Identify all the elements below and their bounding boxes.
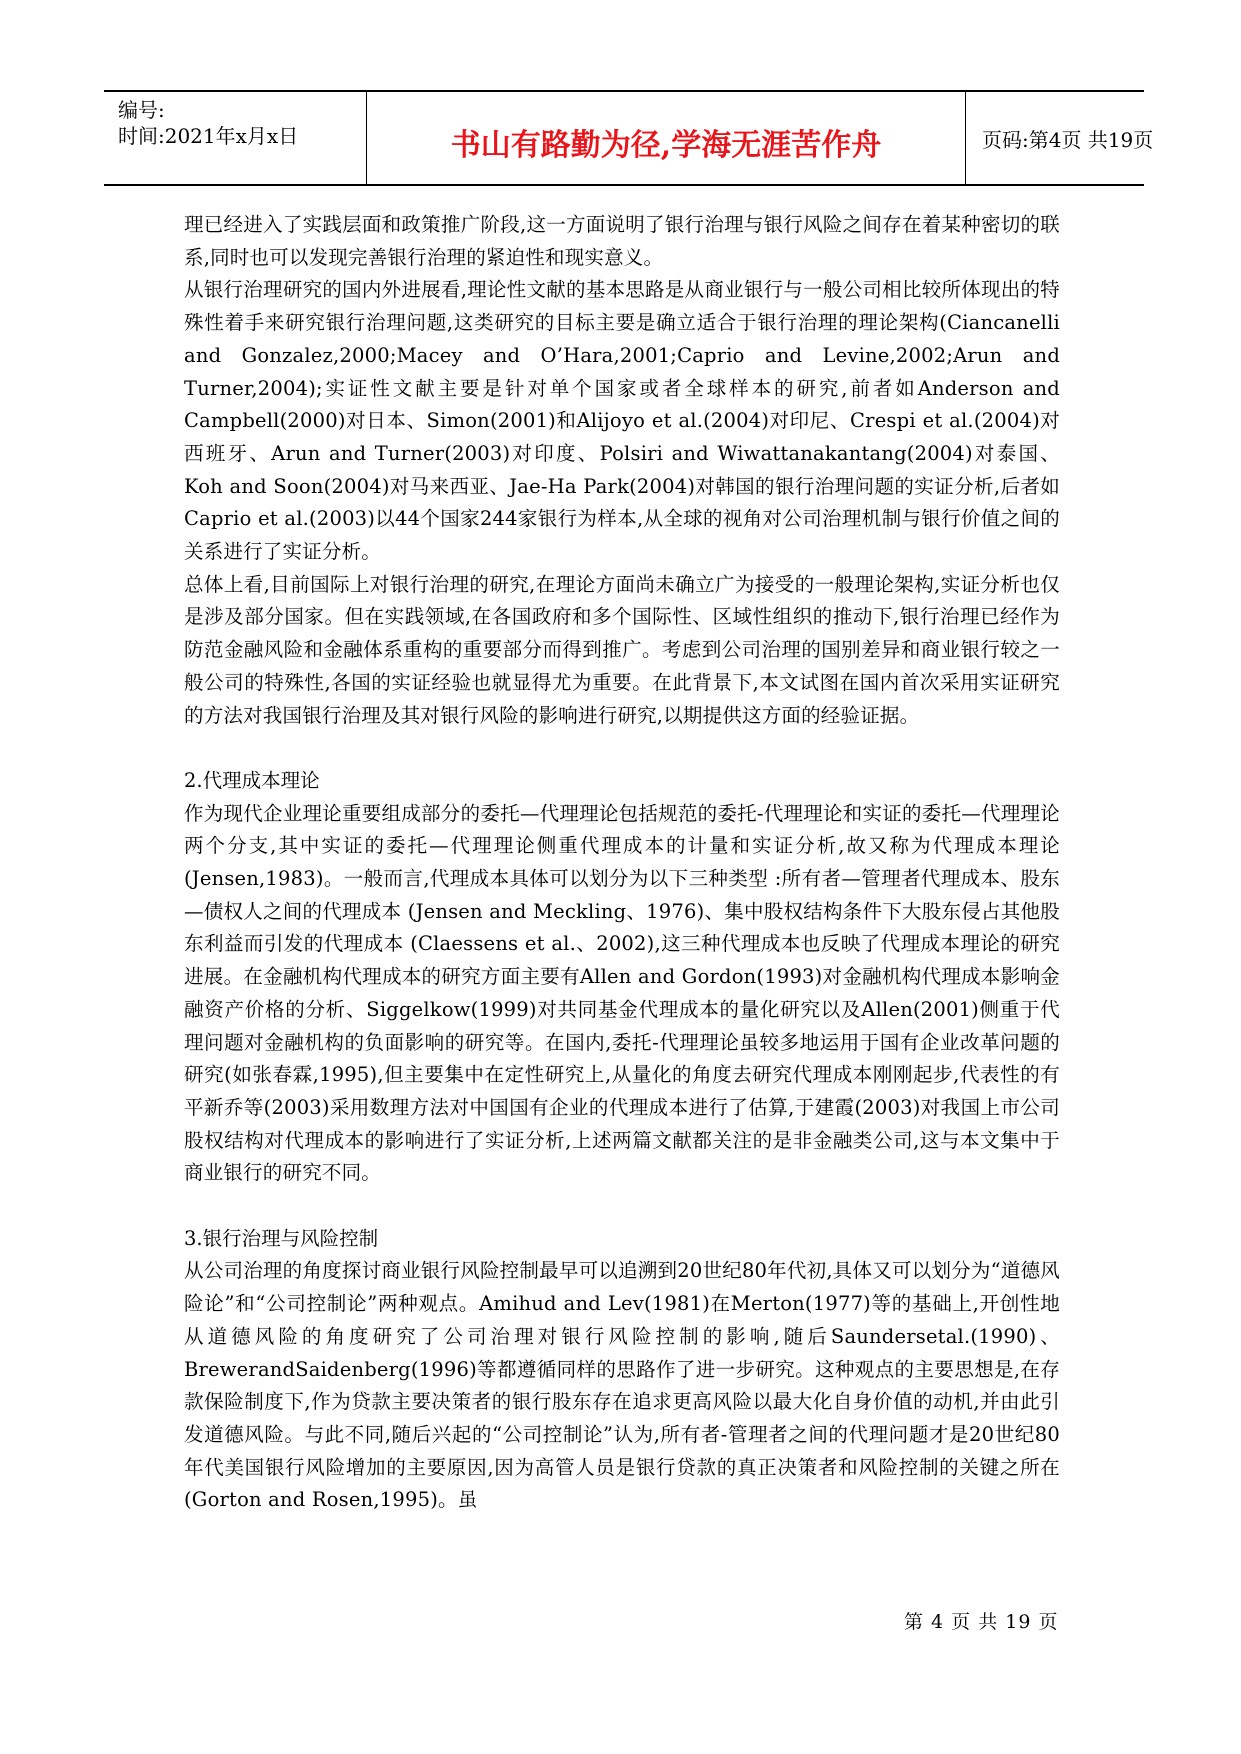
section-gap <box>184 1190 1060 1223</box>
header-motto-cell <box>367 92 966 184</box>
page-footer: 第 4 页 共 19 页 <box>904 1611 1059 1633</box>
section-heading-2: 2.代理成本理论 <box>184 768 320 792</box>
motto-text: 书山有路勤为径,学海无涯苦作舟 <box>450 128 882 163</box>
date-label: 时间:2021年x月x日 <box>118 124 299 148</box>
header-page-cell <box>966 92 1154 184</box>
header-info-cell <box>104 92 367 184</box>
page-code: 页码:第4页 共19页 <box>982 128 1154 152</box>
paragraph-3: 总体上看,目前国际上对银行治理的研究,在理论方面尚未确立广为接受的一般理论架构,实证分析也仅是涉及部分国家。但在实践领域,在各国政府和多个国际性、区域性组织的推动下,银行治理已经作为防范金融风险和金融体系重构的重要部分而得到推广。考虑到公司治理的国别差异和商业银行较之一般公司的特殊性,各国的实证经验也就显得尤为重要。在此背景下,本文试图在国内首次采用实证研究的方法对我国银行治理及其对银行风险的影响进行研究,以期提供这方面的经验证据。 <box>184 572 1060 727</box>
paragraph-4: 作为现代企业理论重要组成部分的委托—代理理论包括规范的委托-代理理论和实证的委托—代理理论两个分支,其中实证的委托—代理理论侧重代理成本的计量和实证分析,故又称为代理成本理论(Jensen,1983)。一般而言,代理成本具体可以划分为以下三种类型 :所有者—管理者代理成本、股东—债权人之间的代理成本 (Jensen and Meckling、1976)、集中股权结构条件下大股东侵占其他股东利益而引发的代理成本 (Claessens et al.、2002),这三种代理成本也反映了代理成本理论的研究进展。在金融机构代理成本的研究方面主要有Allen and Gordon(1993)对金融机构代理成本影响金融资产价格的分析、Siggelkow(1999)对共同基金代理成本的量化研究以及Allen(2001)侧重于代理问题对金融机构的负面影响的研究等。在国内,委托-代理理论虽较多地运用于国有企业改革问题的研究(如张春霖,1995),但主要集中在定性研究上,从量化的角度去研究代理成本刚刚起步,代表性的有平新乔等(2003)采用数理方法对中国国有企业的代理成本进行了估算,于建霞(2003)对我国上市公司股权结构对代理成本的影响进行了实证分析,上述两篇文献都关注的是非金融类公司,这与本文集中于商业银行的研究不同。 <box>184 801 1060 1185</box>
paragraph-5: 从公司治理的角度探讨商业银行风险控制最早可以追溯到20世纪80年代初,具体又可以划分为“道德风险论”和“公司控制论”两种观点。Amihud and Lev(1981)在Merton(1977)等的基础上,开创性地从道德风险的角度研究了公司治理对银行风险控制的影响,随后Saundersetal.(1990)、BrewerandSaidenberg(1996)等都遵循同样的思路作了进一步研究。这种观点的主要思想是,在存款保险制度下,作为贷款主要决策者的银行股东存在追求更高风险以最大化自身价值的动机,并由此引发道德风险。与此不同,随后兴起的“公司控制论”认为,所有者-管理者之间的代理问题才是20世纪80年代美国银行风险增加的主要原因,因为高管人员是银行贷款的真正决策者和风险控制的关键之所在(Gorton and Rosen,1995)。虽 <box>184 1259 1060 1512</box>
number-label: 编号: <box>118 98 165 122</box>
section-gap <box>184 732 1060 765</box>
page-header <box>104 90 1154 186</box>
section-heading-3: 3.银行治理与风险控制 <box>184 1226 379 1250</box>
document-body <box>184 209 1060 1517</box>
paragraph-2: 从银行治理研究的国内外进展看,理论性文献的基本思路是从商业银行与一般公司相比较所体现出的特殊性着手来研究银行治理问题,这类研究的目标主要是确立适合于银行治理的理论架构(Ciancanelli and Gonzalez,2000;Macey and O’Hara,2001;Caprio and Levine,2002;Arun and Turner,2004);实证性文献主要是针对单个国家或者全球样本的研究,前者如Anderson and Campbell(2000)对日本、Simon(2001)和Alijoyo et al.(2004)对印尼、Crespi et al.(2004)对西班牙、Arun and Turner(2003)对印度、Polsiri and Wiwattanakantang(2004)对泰国、Koh and Soon(2004)对马来西亚、Jae-Ha Park(2004)对韩国的银行治理问题的实证分析,后者如Caprio et al.(2003)以44个国家244家银行为样本,从全球的视角对公司治理机制与银行价值之间的关系进行了实证分析。 <box>184 278 1060 564</box>
paragraph-1: 理已经进入了实践层面和政策推广阶段,这一方面说明了银行治理与银行风险之间存在着某种密切的联系,同时也可以发现完善银行治理的紧迫性和现实意义。 <box>184 213 1060 269</box>
